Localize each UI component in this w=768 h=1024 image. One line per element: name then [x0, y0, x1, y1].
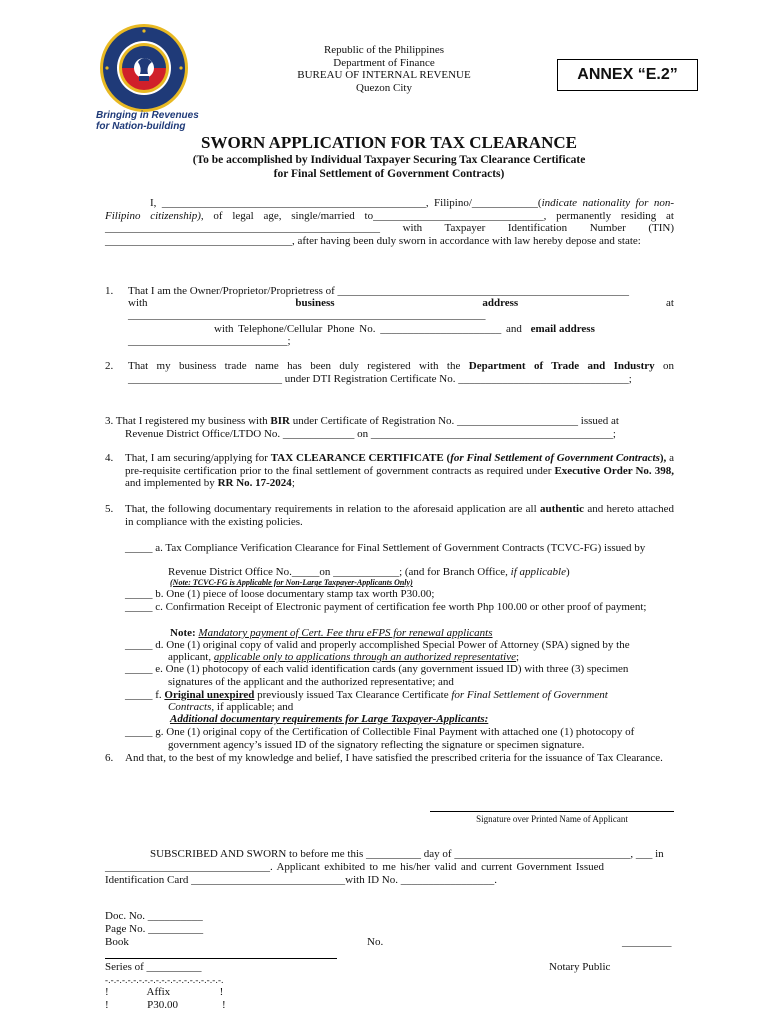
intro-paragraph	[105, 197, 674, 247]
notary-page-no: Page No. __________	[105, 923, 204, 935]
item-1-line-4	[214, 323, 595, 336]
item-3-line-1	[105, 415, 619, 428]
item-1-line-3: _________________________________________________________________	[128, 309, 486, 321]
subtitle-line-2: for Final Settlement of Government Contracts)	[273, 168, 505, 180]
item-1-number: 1.	[105, 285, 114, 297]
form-title: SWORN APPLICATION FOR TAX CLEARANCE	[201, 133, 577, 152]
bir-tagline	[96, 110, 206, 132]
sworn-line-3: Identification Card ____________________________with ID No. _________________.	[105, 874, 497, 886]
req-b: _____ b. One (1) piece of loose documentary stamp tax worth P30.00;	[125, 588, 435, 600]
item-4-tcc: TAX CLEARANCE CERTIFICATE (	[270, 452, 451, 464]
annex-label: ANNEX “E.2”	[557, 59, 698, 91]
item-3-text-c: under Certificate of Registration No. ______________________ issued at	[289, 415, 619, 427]
item-1-address: address	[482, 297, 519, 309]
item-4-text-a: That, I am securing/applying for	[125, 452, 271, 464]
form-subtitle	[104, 153, 674, 181]
req-f-contracts: Contracts,	[168, 701, 215, 713]
req-d-applicant: applicant,	[168, 651, 214, 663]
req-d-line-1: _____ d. One (1) original copy of valid and properly accomplished Special Power of Attorney (SPA) signed by the	[125, 639, 630, 651]
req-c: _____ c. Confirmation Receipt of Electronic payment of certification fee worth Php 100.00 or other proof of payment;	[125, 601, 647, 613]
req-a-rdo: Revenue District Office No._____on ____________; (and for Branch Office,	[168, 566, 511, 578]
req-f-if-applicable: if applicable; and	[214, 701, 294, 713]
sworn-line-2: ______________________________. Applicant exhibited to me his/her valid and current Government Issued	[105, 861, 605, 873]
req-f-final-settlement: for Final Settlement of Government	[451, 689, 608, 701]
req-a-line-1: _____ a. Tax Compliance Verification Clearance for Final Settlement of Government Contracts (TCVC-FG) issued by	[125, 542, 646, 554]
item-2-number: 2.	[105, 360, 114, 372]
stamp-border-top: -.-.-.-.-.-.-.-.-.-.-.-.-.-.-.-.-.-.-.-.-.	[105, 975, 224, 985]
req-f-line-1	[125, 689, 608, 702]
item-5-text-c: and hereto attached in compliance with the existing policies.	[125, 503, 674, 528]
req-a-if-applicable: if applicable	[510, 566, 566, 578]
notary-doc-no: Doc. No. __________	[105, 910, 203, 922]
req-f-line-2	[168, 701, 293, 714]
req-d-authorized: applicable only to applications through an authorized representative	[213, 651, 516, 663]
notary-public-label: Notary Public	[549, 961, 611, 973]
header-department: Department of Finance	[333, 56, 435, 69]
item-2-dti: Department of Trade and Industry	[468, 360, 655, 372]
item-6-text: And that, to the best of my knowledge and belief, I have satisfied the prescribed criteria for the issuance of Tax Clearance.	[125, 752, 663, 764]
item-5-authentic: authentic	[540, 503, 584, 515]
item-6-number: 6.	[105, 752, 114, 764]
req-f-previously: previously issued Tax Clearance Certificate	[254, 689, 452, 701]
item-1-email: email address	[530, 323, 595, 335]
item-4-number: 4.	[105, 452, 114, 464]
req-c-note-label: Note:	[170, 627, 199, 639]
item-2-text	[128, 360, 674, 385]
agency-header	[250, 44, 518, 94]
item-1-line-1: That I am the Owner/Proprietor/Proprietress of _____________________________________________________	[128, 285, 630, 297]
stamp-amount: ! P30.00 !	[105, 999, 226, 1011]
item-1-business: business	[295, 297, 335, 309]
req-a-close: )	[565, 566, 570, 578]
item-4-close: ),	[659, 452, 667, 464]
item-1-line-5: _____________________________;	[128, 335, 291, 347]
subtitle-line-1: (To be accomplished by Individual Taxpayer Securing Tax Clearance Certificate	[192, 154, 586, 166]
item-1-telephone: with Telephone/Cellular Phone No. ______________________ and	[214, 323, 522, 335]
item-3-bir: BIR	[270, 415, 290, 427]
sworn-line-1: SUBSCRIBED AND SWORN to before me this __________ day of ________________________________, ___ in	[150, 848, 664, 860]
item-2-text-a: That my business trade name has been duly registered with the	[128, 360, 469, 372]
stamp-affix: ! Affix !	[105, 986, 224, 998]
item-3-line-2: Revenue District Office/LTDO No. _____________ on ____________________________________________;	[125, 428, 616, 440]
req-a-line-2	[168, 566, 570, 579]
item-1-line-2	[128, 297, 674, 310]
tagline-line-2: for Nation-building	[96, 121, 186, 132]
item-4-text-g: and implemented by	[125, 477, 218, 489]
item-1-at: at	[666, 297, 674, 309]
header-city: Quezon City	[356, 81, 412, 94]
item-5-text-a: That, the following documentary requirements in relation to the aforesaid application are all	[125, 503, 540, 515]
tagline-line-1: Bringing in Revenues	[96, 110, 199, 121]
req-c-note-text: Mandatory payment of Cert. Fee thru eFPS for renewal applicants	[198, 627, 493, 639]
notary-divider-line	[105, 958, 337, 959]
item-5-text	[125, 503, 674, 528]
req-additional-heading: Additional documentary requirements for Large Taxpayer-Applicants:	[170, 713, 489, 725]
req-c-note	[170, 627, 493, 640]
intro-text-a: I, ________________________________________________, Filipino/____________(	[150, 197, 542, 209]
item-4-rr: RR No. 17-2024	[217, 477, 292, 489]
notary-series: Series of __________	[105, 961, 202, 973]
req-g-line-1: _____ g. One (1) original copy of the Certification of Collectible Final Payment with attached one (1) photocopy of	[125, 726, 635, 738]
item-4-text	[125, 452, 674, 490]
req-a-note: (Note: TCVC-FG is Applicable for Non-Large Taxpayer-Applicants Only)	[170, 578, 413, 587]
req-f-original-unexpired: Original unexpired	[164, 689, 255, 701]
item-3-text-a: 3. That I registered my business with	[105, 415, 271, 427]
header-republic: Republic of the Philippines	[323, 44, 445, 56]
notary-book: Book	[105, 936, 129, 948]
intro-text-b: of legal age, single/married to_______________________________, permanently residing at __________________________________________________ with Taxpayer Identification Number (TIN) __________________________________, after having been duly sworn in accordance with law hereby depose and state:	[105, 209, 674, 247]
req-d-semicolon: ;	[515, 651, 520, 663]
item-4-final-settlement: for Final Settlement of Government Contracts	[450, 452, 660, 464]
notary-no-label: No.	[367, 936, 384, 948]
intro-text-italic: indicate nationality for non-Filipino citizenship),	[105, 197, 674, 222]
req-f-blank: _____ f.	[125, 689, 165, 701]
req-d-line-2	[168, 651, 519, 664]
item-4-text-e: a pre-requisite certification prior to the final settlement of government contracts as required under	[125, 452, 675, 477]
notary-no-blank: _________	[622, 936, 672, 948]
item-2-text-c: on ____________________________ under DTI Registration Certificate No. _______________________________;	[128, 360, 674, 385]
applicant-signature-line[interactable]	[430, 811, 674, 812]
item-1-with: with	[128, 297, 148, 309]
signature-caption: Signature over Printed Name of Applicant	[476, 814, 628, 824]
header-bureau: BUREAU OF INTERNAL REVENUE	[297, 69, 471, 81]
item-4-text-i: ;	[291, 477, 295, 489]
item-5-number: 5.	[105, 503, 114, 515]
req-e-line-1: _____ e. One (1) photocopy of each valid identification cards (any government issued ID) with three (3) specimen	[125, 663, 629, 675]
req-e-line-2: signatures of the applicant and the authorized representative; and	[168, 676, 454, 688]
req-g-line-2: government agency’s issued ID of the signatory reflecting the signature or specimen signature.	[168, 739, 585, 751]
item-4-eo: Executive Order No. 398,	[554, 464, 674, 477]
